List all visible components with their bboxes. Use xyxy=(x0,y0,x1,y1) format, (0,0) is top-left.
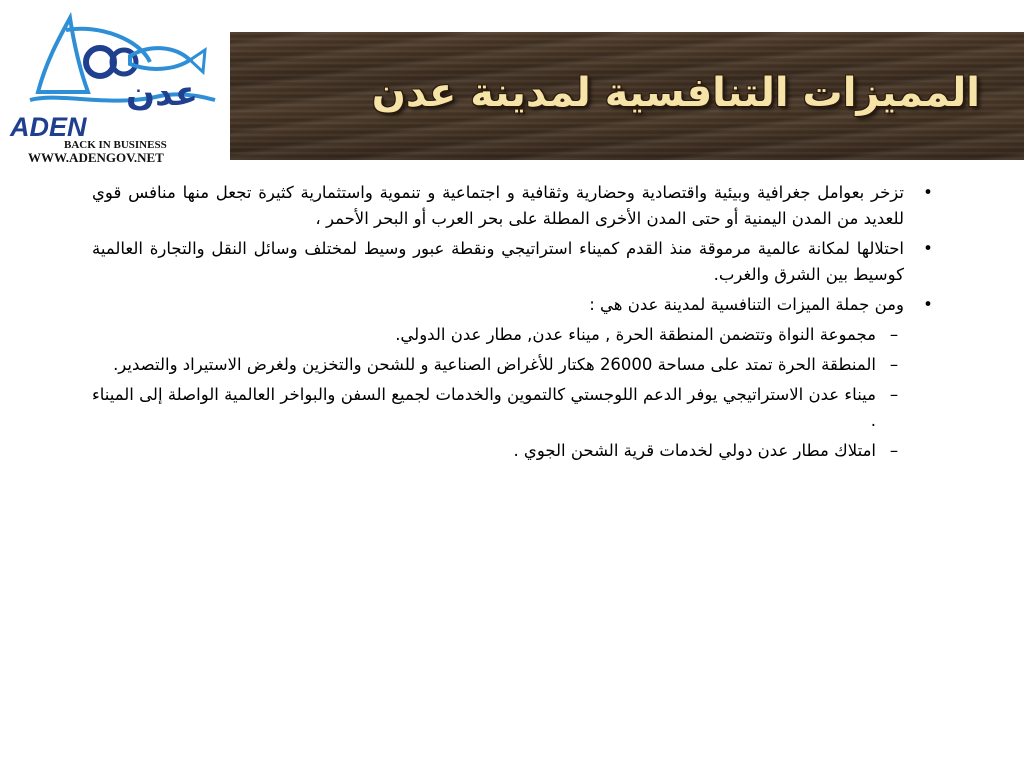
bullet-marker: • xyxy=(923,295,933,314)
slide-content xyxy=(92,180,938,468)
dash-marker: – xyxy=(889,325,899,344)
logo-aden-text: ADEN xyxy=(10,112,87,142)
sub-item-text: امتلاك مطار عدن دولي لخدمات قرية الشحن الجوي . xyxy=(513,441,876,460)
logo-url: WWW.ADENGOV.NET xyxy=(28,150,164,165)
bullet-text: ومن جملة الميزات التنافسية لمدينة عدن هي : xyxy=(589,295,904,314)
bullet-text: احتلالها لمكانة عالمية مرموقة منذ القدم كميناء استراتيجي ونقطة عبور وسيط لمختلف وسائل النقل والتجارة العالمية كوسيط بين الشرق والغرب. xyxy=(92,239,904,284)
bullet-list xyxy=(92,180,938,464)
dash-marker: – xyxy=(889,441,899,460)
sub-item xyxy=(92,322,938,348)
logo-arabic-text: عدن xyxy=(126,74,198,114)
sub-item xyxy=(92,352,938,378)
dash-marker: – xyxy=(889,355,899,374)
bullet-item xyxy=(92,292,938,318)
slide-title: المميزات التنافسية لمدينة عدن xyxy=(371,70,980,116)
bullet-marker: • xyxy=(923,239,933,258)
sub-item-text: المنطقة الحرة تمتد على مساحة 26000 هكتار للأغراض الصناعية و للشحن والتخزين ولغرض الاستيراد والتصدير. xyxy=(113,355,876,374)
dash-marker: – xyxy=(889,385,899,404)
bullet-item xyxy=(92,180,938,232)
logo-tagline: BACK IN BUSINESS xyxy=(64,139,167,151)
sub-item-text: ميناء عدن الاستراتيجي يوفر الدعم اللوجستي كالتموين والخدمات لجميع السفن والبواخر العالمية الواصلة إلى الميناء . xyxy=(92,385,876,430)
title-banner xyxy=(230,32,1024,160)
sub-item-text: مجموعة النواة وتتضمن المنطقة الحرة , ميناء عدن, مطار عدن الدولي. xyxy=(395,325,876,344)
bullet-marker: • xyxy=(923,183,933,202)
aden-logo xyxy=(0,0,225,165)
bullet-text: تزخر بعوامل جغرافية وبيئية واقتصادية وحضارية وثقافية و اجتماعية و تنموية واستثمارية كثيرة تجعل منها منافس قوي للعديد من المدن اليمنية أو حتى المدن الأخرى المطلة على بحر العرب أو البحر الأحمر ، xyxy=(92,183,904,228)
sub-item xyxy=(92,382,938,434)
bullet-item xyxy=(92,236,938,288)
sub-item xyxy=(92,438,938,464)
